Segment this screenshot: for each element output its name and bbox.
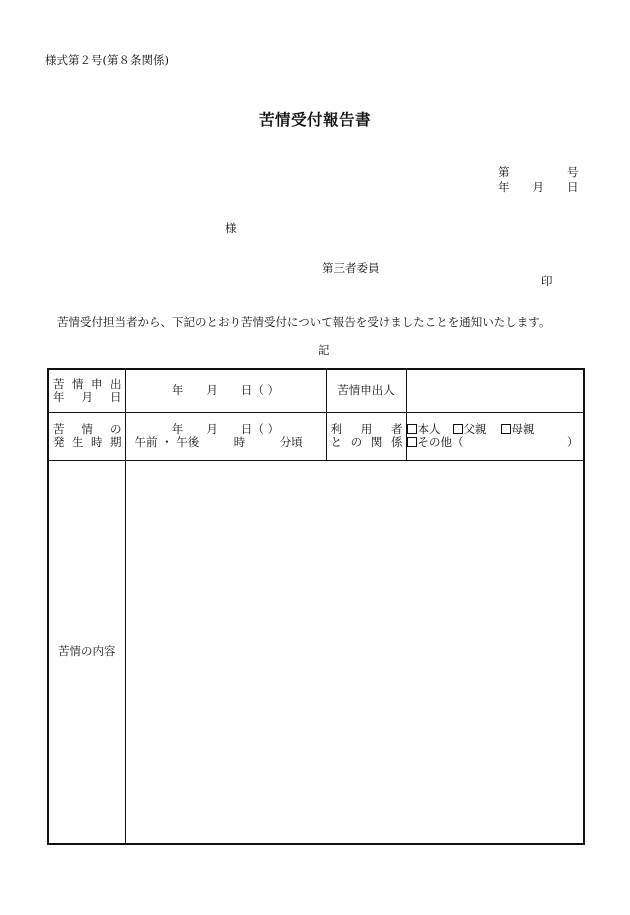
table-row — [48, 460, 584, 844]
document-date: 年 月 日 — [498, 180, 579, 194]
document-title: 苦情受付報告書 — [258, 110, 371, 129]
notice-text: 苦情受付担当者から、下記のとおり苦情受付について報告を受けましたことを通知いたします。 — [57, 315, 551, 329]
complaint-date-field[interactable] — [125, 369, 326, 412]
complaint-content-field[interactable] — [125, 460, 584, 844]
content-label: 苦情の内容 — [58, 644, 116, 659]
relation-label-1: 利用者 — [330, 421, 403, 436]
table-row — [48, 369, 584, 412]
complaint-date-label-2: 年月日 — [53, 389, 122, 404]
self-option-label: 本人 — [417, 421, 441, 436]
father-checkbox[interactable] — [453, 424, 463, 434]
father-option-label: 父親 — [463, 421, 487, 436]
relation-options-cell — [406, 412, 584, 460]
occurrence-date-value: 年 月 日（ ） — [171, 421, 280, 436]
complaint-form-table — [47, 368, 585, 845]
relation-label-2: との関係 — [330, 435, 403, 449]
relation-label-cell — [326, 412, 406, 460]
form-number: 様式第２号(第８条関係) — [45, 53, 169, 67]
document-number: 第 号 — [498, 165, 579, 179]
content-label-cell — [48, 460, 125, 844]
seal-mark: 印 — [541, 274, 553, 288]
complainant-field[interactable] — [406, 369, 584, 412]
ki-heading: 記 — [318, 343, 330, 357]
addressee-suffix: 様 — [225, 221, 237, 235]
occurrence-label-2: 発生時期 — [53, 435, 122, 449]
occurrence-time-field[interactable] — [125, 412, 326, 460]
committee-label: 第三者委員 — [322, 261, 380, 275]
self-checkbox[interactable] — [407, 424, 417, 434]
other-option-label: その他（ ） — [417, 435, 579, 449]
occurrence-time-value: 午前 ・ 午後 時 分頃 — [134, 435, 303, 449]
occurrence-label-1: 苦情の — [53, 421, 122, 436]
complaint-date-label-cell — [48, 369, 125, 412]
complaint-date-value: 年 月 日（ ） — [171, 383, 280, 398]
complainant-label-cell — [326, 369, 406, 412]
occurrence-label-cell — [48, 412, 125, 460]
mother-option-label: 母親 — [511, 421, 535, 436]
complaint-date-label-1: 苦情申出 — [53, 376, 122, 391]
table-row — [48, 412, 584, 460]
other-checkbox[interactable] — [407, 437, 417, 447]
complainant-label: 苦情申出人 — [337, 383, 395, 398]
mother-checkbox[interactable] — [501, 424, 511, 434]
